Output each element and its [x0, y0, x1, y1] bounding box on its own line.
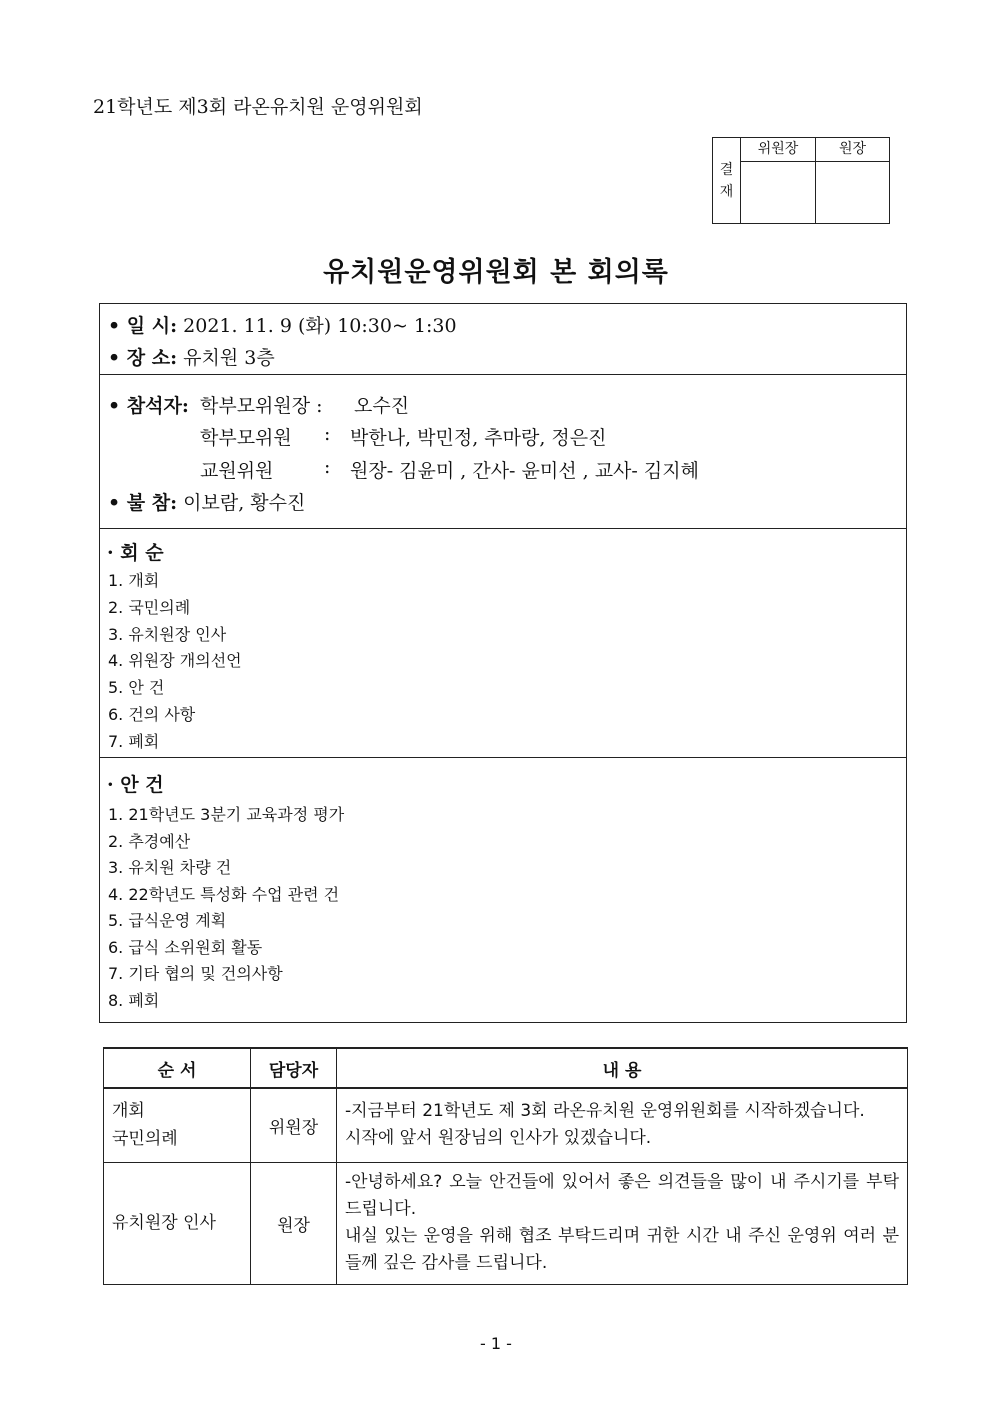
teachers-value: 원장- 김윤미 , 간사- 윤미선 , 교사- 김지혜: [350, 460, 699, 482]
list-item: 4. 위원장 개의선언: [108, 651, 242, 671]
approval-director-column: [816, 138, 889, 223]
order-section-title: · 회 순: [107, 542, 164, 564]
order-of-meeting-box: [99, 528, 907, 758]
approval-stamp-box: [712, 137, 890, 224]
row-content-line: -안녕하세요? 오늘 안건들에 있어서 좋은 의견들을 많이 내 주시기를 부탁드립니다.: [345, 1172, 899, 1219]
meeting-date-value: 2021. 11. 9 (화) 10:30~ 1:30: [183, 315, 457, 337]
list-item: 3. 유치원 차량 건: [108, 858, 232, 877]
row-person-cell: 위원장: [251, 1088, 337, 1162]
teachers-label: 교원위원: [200, 460, 274, 482]
teachers-colon: :: [324, 456, 331, 478]
row-order-cell: 유치원장 인사: [104, 1162, 251, 1284]
parent-chair-label: 학부모위원장 :: [200, 395, 323, 417]
row-content-cell: [337, 1088, 908, 1162]
absent-row: [108, 488, 305, 515]
header-order: 순 서: [104, 1048, 251, 1088]
list-item: 5. 급식운영 계획: [108, 911, 227, 930]
approval-director-header: 원장: [816, 138, 889, 162]
approval-chair-column: [741, 138, 816, 223]
meeting-date-row: [108, 311, 457, 338]
parents-label: 학부모위원: [200, 427, 292, 449]
meeting-place-label: • 장 소:: [108, 347, 178, 369]
page-title: 유치원운영위원회 본 회의록: [323, 257, 669, 288]
row-content-line: -지금부터 21학년도 제 3회 라온유치원 운영위원회를 시작하겠습니다.: [345, 1101, 865, 1122]
header-content: 내 용: [337, 1048, 908, 1088]
parents-value: 박한나, 박민정, 추마랑, 정은진: [350, 427, 607, 449]
parents-colon: :: [324, 423, 331, 445]
approval-side-label: [713, 138, 741, 223]
list-item: 2. 국민의례: [108, 597, 191, 617]
row-order-line: 개회: [112, 1101, 145, 1122]
row-person-cell: 원장: [251, 1162, 337, 1284]
meeting-place-value: 유치원 3층: [183, 347, 275, 369]
list-item: 4. 22학년도 특성화 수업 관련 건: [108, 884, 340, 904]
list-item: 7. 폐회: [108, 731, 160, 751]
row-content-line: 시작에 앞서 원장님의 인사가 있겠습니다.: [345, 1128, 652, 1149]
table-row: [104, 1088, 908, 1162]
proceedings-header-row: [104, 1048, 908, 1088]
list-item: 2. 추경예산: [108, 831, 191, 851]
list-item: 5. 안 건: [108, 678, 165, 698]
agenda-box: [99, 757, 907, 1023]
list-item: 3. 유치원장 인사: [108, 624, 227, 644]
absent-value: 이보람, 황수진: [183, 492, 306, 514]
row-order-cell: [104, 1088, 251, 1162]
meeting-info-box: [99, 303, 907, 375]
list-item: 1. 21학년도 3분기 교육과정 평가: [108, 805, 345, 824]
meeting-date-label: • 일 시:: [108, 315, 178, 337]
list-item: 8. 폐회: [108, 990, 160, 1010]
row-content-cell: [337, 1162, 908, 1284]
list-item: 6. 건의 사항: [108, 705, 196, 724]
agenda-section-title: · 안 건: [107, 774, 164, 796]
header-person: 담당자: [251, 1048, 337, 1088]
proceedings-table: [103, 1047, 908, 1285]
parent-chair-value: 오수진: [354, 395, 410, 417]
approval-chair-header: 위원장: [741, 138, 815, 162]
attendees-box: [99, 374, 907, 529]
list-item: 1. 개회: [108, 571, 160, 590]
list-item: 6. 급식 소위원회 활동: [108, 937, 263, 957]
row-content-line: 내실 있는 운영을 위해 협조 부탁드리며 귀한 시간 내 주신 운영위 여러 분들께 깊은 감사를 드립니다.: [345, 1226, 899, 1273]
table-row: [104, 1162, 908, 1284]
approval-side-bottom: 재: [719, 183, 734, 200]
meeting-place-row: [108, 343, 275, 370]
absent-label: • 불 참:: [108, 492, 178, 514]
page-number: - 1 -: [480, 1334, 512, 1353]
document-header-title: 21학년도 제3회 라온유치원 운영위원회: [93, 96, 423, 118]
row-order-line: 국민의례: [112, 1129, 178, 1150]
attendees-label: [108, 391, 189, 418]
attendees-label-text: • 참석자:: [108, 395, 189, 417]
approval-side-top: 결: [719, 161, 734, 178]
list-item: 7. 기타 협의 및 건의사항: [108, 964, 283, 983]
